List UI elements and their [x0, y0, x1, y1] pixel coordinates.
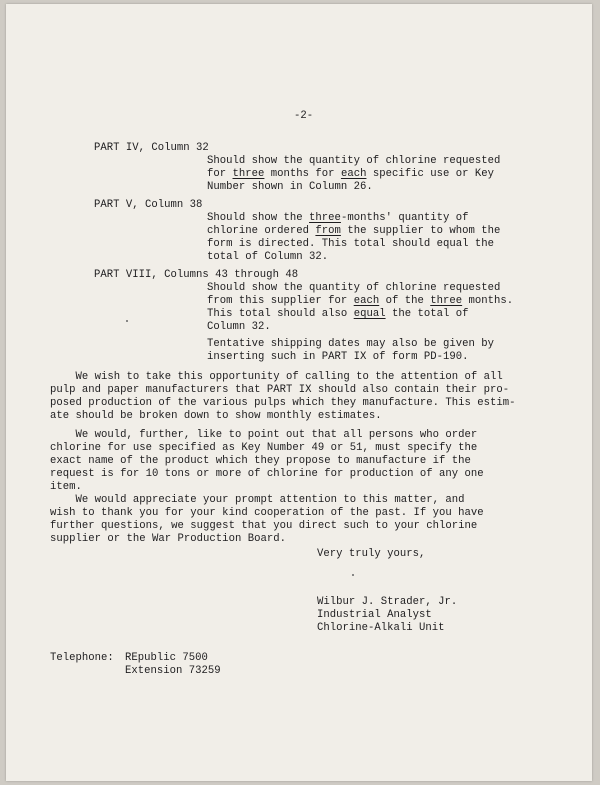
paragraph-line: further questions, we suggest that you direct such to your chlorine: [50, 520, 478, 532]
underlined-word: equal: [353, 308, 386, 320]
text-segment: for: [207, 168, 233, 180]
part-note-line: Tentative shipping dates may also be given by: [207, 338, 494, 350]
letter-page: [6, 4, 592, 781]
text-segment: from this supplier for: [207, 295, 354, 307]
part-line: Should show the quantity of chlorine requested: [207, 282, 501, 294]
part-heading: PART VIII, Columns 43 through 48: [94, 269, 299, 281]
paragraph-line: exact name of the product which they propose to manufacture if the: [50, 455, 471, 467]
underlined-word: three: [232, 168, 265, 180]
part-line: total of Column 32.: [207, 251, 329, 263]
part-line: Column 32.: [207, 321, 271, 333]
page-number: -2-: [294, 110, 314, 122]
text-segment: -months' quantity of: [340, 212, 469, 224]
part-line: [207, 225, 500, 238]
paragraph-line: We would, further, like to point out that all persons who order: [50, 429, 478, 441]
part-line: [207, 295, 513, 308]
underlined-word: three: [309, 212, 341, 224]
text-segment: the supplier to whom the: [340, 225, 501, 237]
paragraph-line: We wish to take this opportunity of calling to the attention of all: [50, 371, 503, 383]
paragraph-line: ate should be broken down to show monthly estimates.: [50, 410, 382, 422]
text-segment: Should show the: [207, 212, 310, 224]
part-line: [207, 308, 468, 321]
part-line: form is directed. This total should equal the: [207, 238, 494, 250]
underlined-word: each: [353, 295, 380, 307]
paragraph-line: posed production of the various pulps which they manufacture. This estim-: [50, 397, 516, 409]
text-segment: months.: [462, 295, 514, 307]
telephone-label: Telephone:: [50, 652, 114, 664]
paragraph-line: wish to thank you for your kind cooperation of the past. If you have: [50, 507, 484, 519]
paragraph-line: item.: [50, 481, 82, 493]
text-segment: This total should also: [207, 308, 354, 320]
paragraph-line: pulp and paper manufacturers that PART IX should also contain their pro-: [50, 384, 510, 396]
underlined-word: from: [315, 225, 341, 237]
part-heading: PART IV, Column 32: [94, 142, 209, 154]
paper-speck: [352, 574, 354, 576]
part-heading: PART V, Column 38: [94, 199, 203, 211]
paragraph-line: We would appreciate your prompt attention to this matter, and: [50, 494, 465, 506]
part-line: Number shown in Column 26.: [207, 181, 373, 193]
telephone-number: REpublic 7500: [125, 652, 208, 664]
telephone-extension: Extension 73259: [125, 665, 221, 677]
signer-title: Industrial Analyst: [317, 609, 432, 621]
paragraph-line: supplier or the War Production Board.: [50, 533, 286, 545]
signer-name: Wilbur J. Strader, Jr.: [317, 596, 458, 608]
paper-speck: [126, 320, 128, 322]
text-segment: specific use or Key: [366, 168, 494, 180]
underlined-word: three: [430, 295, 463, 307]
part-line: [207, 212, 468, 225]
signer-unit: Chlorine-Alkali Unit: [317, 622, 445, 634]
closing: Very truly yours,: [317, 548, 426, 560]
paragraph-line: chlorine for use specified as Key Number 49 or 51, must specify the: [50, 442, 478, 454]
part-note-line: inserting such in PART IX of form PD-190.: [207, 351, 469, 363]
underlined-word: each: [340, 168, 367, 180]
paragraph-line: request is for 10 tons or more of chlorine for production of any one: [50, 468, 484, 480]
part-line: Should show the quantity of chlorine requested: [207, 155, 501, 167]
part-line: [207, 168, 494, 181]
text-segment: chlorine ordered: [207, 225, 316, 237]
text-segment: the total of: [385, 308, 469, 320]
text-segment: of the: [379, 295, 431, 307]
text-segment: months for: [264, 168, 341, 180]
